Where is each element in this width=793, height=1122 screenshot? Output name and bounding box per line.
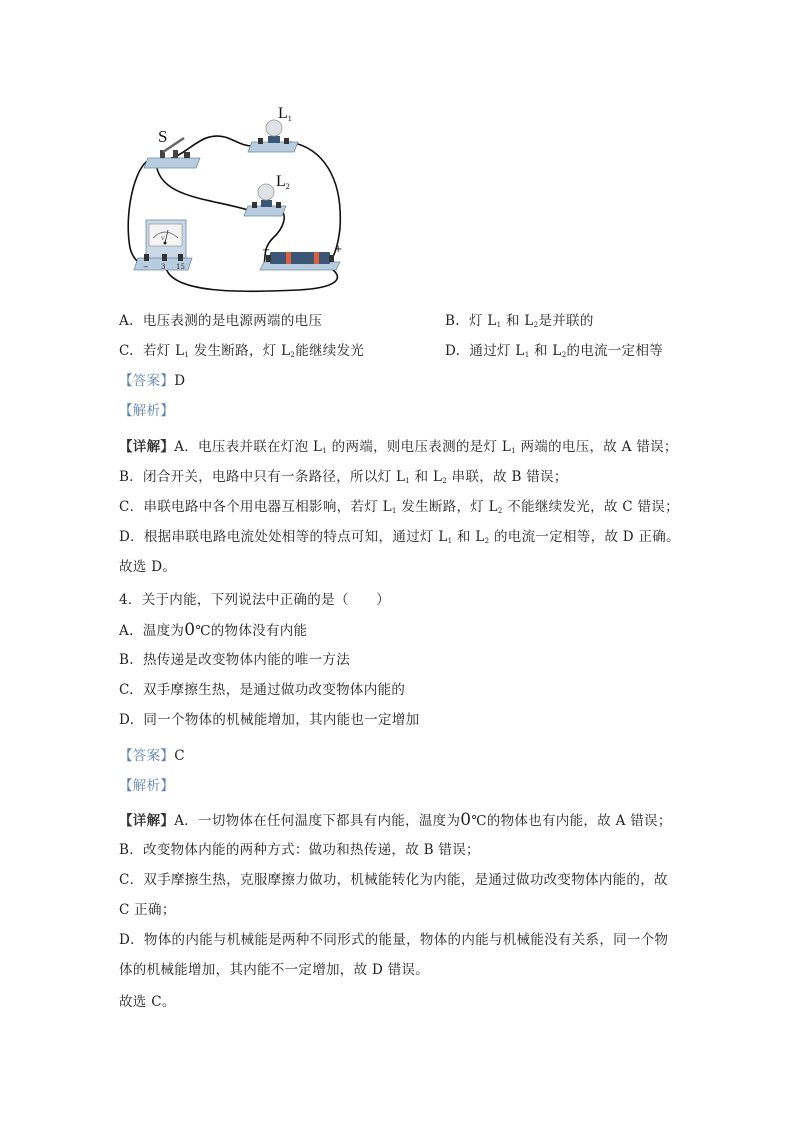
q4-stem: 4．关于内能，下列说法中正确的是（ ） xyxy=(119,592,391,608)
q3-detail-d: D．根据串联电路电流处处相等的特点可知，通过灯 $L_1$ 和 $L_2$ 的电流一定相等，故 D 正确。 xyxy=(119,529,680,545)
lamp1-label: L1 xyxy=(278,105,292,123)
q4-detail-c-line2: C 正确； xyxy=(119,902,176,918)
lamp2-label: L2 xyxy=(276,173,290,191)
battery-minus-label: − xyxy=(262,245,271,256)
q4-detail-b: B．改变物体内能的两种方式：做功和热传递，故 B 错误； xyxy=(119,842,480,858)
switch-label: S xyxy=(158,127,168,146)
circuit-svg xyxy=(118,98,350,298)
q4-answer xyxy=(119,748,185,764)
q3-conclusion: 故选 D。 xyxy=(119,559,177,575)
q3-option-d: D. 通过灯 $L_1$ 和 $L_2$的电流一定相等 xyxy=(445,343,664,359)
q4-conclusion: 故选 C。 xyxy=(119,994,176,1010)
q3-answer xyxy=(119,373,185,389)
voltmeter-v-label: V xyxy=(161,236,165,242)
answer-tag: 【答案】 xyxy=(119,748,175,764)
q3-option-c: C. 若灯 $L_1$ 发生断路，灯 $L_2$能继续发光 xyxy=(119,343,365,359)
q3-detail-b: B．闭合开关，电路中只有一条路径，所以灯 $L_1$ 和 $L_2$ 串联，故 B 错误； xyxy=(119,469,568,485)
q3-detail-c: C．串联电路中各个用电器互相影响，若灯 $L_1$ 发生断路，灯 $L_2$ 不能继续发光，故 C 错误； xyxy=(119,499,679,515)
circuit-diagram xyxy=(118,98,350,298)
voltmeter-minus-label: − xyxy=(143,263,149,271)
q4-option-b: B. 热传递是改变物体内能的唯一方法 xyxy=(119,652,350,668)
q4-option-d: D. 同一个物体的机械能增加，其内能也一定增加 xyxy=(119,712,420,728)
lamp1-icon xyxy=(248,120,298,152)
answer-value: C xyxy=(174,748,185,764)
q3-detail-a: 【详解】A．电压表并联在灯泡 $L_1$ 的两端，则电压表测的是灯 $L_1$ 两端的电压，故 A 错误； xyxy=(119,439,678,455)
q4-option-c: C. 双手摩擦生热，是通过做功改变物体内能的 xyxy=(119,682,406,698)
q4-detail-d-line2: 体的机械能增加，其内能不一定增加，故 D 错误。 xyxy=(119,962,430,978)
voltmeter-15-label: 15 xyxy=(176,263,185,271)
q3-analysis-heading: 【解析】 xyxy=(119,403,175,419)
q4-detail-a: 【详解】A．一切物体在任何温度下都具有内能，温度为0℃的物体也有内能，故 A 错误； xyxy=(119,810,672,830)
answer-tag: 【答案】 xyxy=(119,373,175,389)
q4-analysis-heading: 【解析】 xyxy=(119,778,175,794)
battery-icon xyxy=(260,252,340,270)
q3-option-b: B. 灯 $L_1$ 和 $L_2$是并联的 xyxy=(445,313,594,329)
answer-value: D xyxy=(174,373,186,389)
voltmeter-3-label: 3 xyxy=(161,263,166,271)
battery-plus-label: + xyxy=(334,244,343,255)
q4-detail-c-line1: C．双手摩擦生热，克服摩擦力做功，机械能转化为内能，是通过做功改变物体内能的，故 xyxy=(119,872,668,888)
q4-detail-d-line1: D．物体的内能与机械能是两种不同形式的能量，物体的内能与机械能没有关系，同一个物 xyxy=(119,932,669,948)
switch-icon xyxy=(144,138,200,168)
q3-option-a: A. 电压表测的是电源两端的电压 xyxy=(119,313,323,329)
q4-option-a: A. 温度为0℃的物体没有内能 xyxy=(119,620,308,640)
